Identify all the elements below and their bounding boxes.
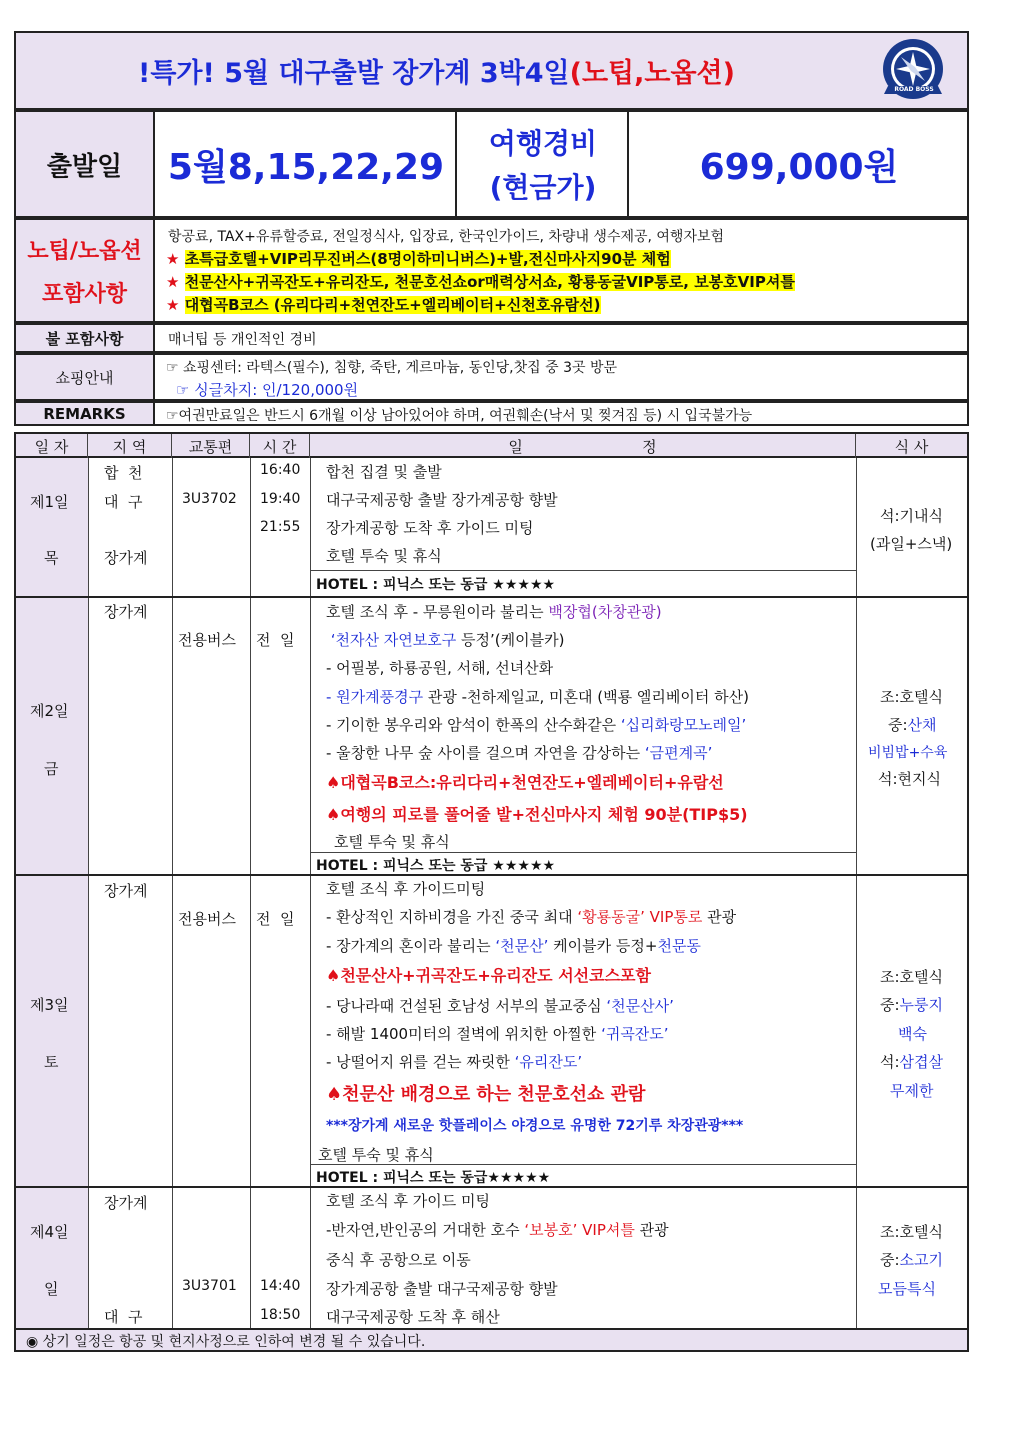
highlight-text: ‘보봉호’ (524, 1221, 578, 1239)
text: 석: (880, 1053, 900, 1071)
day1-line: 호텔 투숙 및 휴식 (326, 547, 442, 565)
highlight-text: ‘천자산 자연보호구 (326, 631, 457, 649)
highlight-text: 삼겹살 (899, 1053, 944, 1071)
day2-line-4 (326, 686, 749, 707)
day3-line-3 (326, 935, 701, 956)
text: - 장가계의 혼이라 불리는 (326, 937, 496, 955)
header-transport: 교통편 (172, 434, 250, 458)
day1-meal: (과일+스낵) (870, 535, 953, 553)
day3-line-8: ♠천문산 배경으로 하는 천문호선쇼 관람 (326, 1084, 646, 1105)
day3-meal-lunch (880, 994, 943, 1015)
day2-weekday: 금 (44, 760, 59, 778)
highlight-text: ‘황룡동굴’ (577, 908, 645, 926)
day3-cell (16, 876, 88, 1186)
text: 중: (888, 716, 908, 734)
hotel-divider (310, 852, 856, 853)
day2-place: 장가계 (104, 603, 148, 621)
header-time: 시 간 (250, 434, 310, 458)
text: - 기이한 봉우리와 암석이 한폭의 산수화같은 (326, 716, 621, 734)
highlight-text: 소고기 (899, 1251, 944, 1269)
day4-time: 18:50 (260, 1307, 301, 1323)
day4-place: 대 구 (104, 1308, 143, 1326)
day4-line-1: 호텔 조식 후 가이드 미팅 (326, 1192, 490, 1210)
day3-line-1: 호텔 조식 후 가이드미팅 (326, 880, 486, 898)
day1-place: 합 천 (104, 464, 143, 482)
included-line-4 (166, 294, 601, 315)
day3-weekday: 토 (44, 1053, 59, 1071)
day3-meal-dinner (880, 1051, 943, 1072)
day2-cell (16, 598, 88, 874)
day3-time: 전 일 (256, 910, 295, 928)
single-charge (176, 379, 358, 400)
text: -반자연,반인공의 거대한 호수 (326, 1221, 525, 1239)
day3-meal-dinner-2: 무제한 (890, 1082, 934, 1100)
day2-line-3: - 어필봉, 하룡공원, 서해, 선녀산화 (326, 659, 554, 677)
day4-meal-breakfast: 조:호텔식 (880, 1223, 944, 1241)
day4-line-2 (326, 1219, 669, 1240)
highlight-text: 천문동 (657, 937, 701, 955)
shopping-label: 쇼핑안내 (16, 355, 155, 399)
hotel-divider (310, 570, 856, 571)
day2-line-5 (326, 714, 746, 735)
excluded-row (14, 323, 969, 353)
day2-meal-dinner: 석:현지식 (878, 770, 942, 788)
shopping-centers: 쇼핑센터: 라텍스(필수), 침향, 죽탄, 게르마늄, 동인당,찻집 중 3곳 방문 (183, 360, 618, 376)
day2-line-1 (326, 601, 662, 622)
column-divider (88, 458, 89, 1328)
day4-line-5: 대구국제공항 도착 후 해산 (326, 1308, 500, 1326)
highlight-text: VIP셔틀 (577, 1221, 635, 1239)
day4-place: 장가계 (104, 1194, 148, 1212)
text: 케이블카 등정+ (548, 937, 658, 955)
day3-hotel: HOTEL : 피닉스 또는 동급★★★★★ (316, 1170, 551, 1186)
day3-line-5 (326, 995, 674, 1016)
day4-label: 제4일 (30, 1223, 69, 1241)
day1-label: 제1일 (30, 493, 69, 511)
day4-time: 14:40 (260, 1278, 301, 1294)
day1-cell (16, 458, 88, 596)
page-title (14, 31, 859, 110)
header-meal: 식 사 (894, 437, 929, 456)
highlight-text: ‘천문산사’ (606, 997, 674, 1015)
highlight-text: ‘유리잔도’ (514, 1053, 583, 1071)
day2-line-7: ♠대협곡B코스:유리다리+천연잔도+엘레베이터+유람선 (326, 773, 724, 792)
day1-weekday: 목 (44, 549, 59, 567)
text: - 당나라때 건설된 호남성 서부의 불교중심 (326, 997, 607, 1015)
day4-flight: 3U3701 (182, 1278, 237, 1294)
price: 699,000원 (699, 146, 899, 188)
star-icon: ★ (166, 273, 180, 291)
day1-place: 장가계 (104, 549, 148, 567)
shopping-text (166, 357, 617, 377)
day1-meal: 석:기내식 (880, 507, 944, 525)
day2-meal-lunch (888, 714, 937, 735)
text: 관광 (702, 908, 737, 926)
title-suffix: (노팁,노옵션) (569, 58, 735, 89)
day2-transport: 전용버스 (178, 631, 236, 649)
day2-time: 전 일 (256, 631, 295, 649)
logo (866, 36, 961, 106)
day4-meal-lunch (880, 1249, 943, 1270)
row-divider (16, 596, 967, 598)
day3-line-4: ♠천문산사+귀곡잔도+유리잔도 서선코스포함 (326, 966, 651, 985)
hand-pointer-icon: ☞ (176, 381, 190, 399)
day1-line: 대구국제공항 출발 장가계공항 향발 (326, 491, 558, 509)
text: 중: (880, 1251, 900, 1269)
column-divider (310, 458, 311, 1328)
column-divider (856, 458, 857, 1328)
excluded-text: 매너팁 등 개인적인 경비 (168, 332, 317, 348)
excluded-label: 불 포함사항 (16, 325, 155, 351)
day4-line-4: 장가계공항 출발 대구국제공항 향발 (326, 1280, 558, 1298)
day1-line: 장가계공항 도착 후 가이드 미팅 (326, 519, 534, 537)
remarks-text: ☞여권만료일은 반드시 6개월 이상 남아있어야 하며, 여권훼손(낙서 및 찢겨짐 등) 시 입국불가능 (166, 408, 753, 424)
header-place: 지 역 (88, 434, 172, 458)
text: 관광 -천하제일교, 미혼대 (백룡 엘리베이터 하산) (423, 688, 749, 706)
text: 관광 (634, 1221, 669, 1239)
departure-dates: 5월8,15,22,29 (157, 112, 457, 216)
day1-place: 대 구 (104, 493, 143, 511)
text: - 울창한 나무 숲 사이를 걸으며 자연을 감상하는 (326, 744, 645, 762)
day3-meal-lunch-2: 백숙 (898, 1025, 927, 1043)
text: 호텔 조식 후 - 무릉원이라 불리는 (326, 603, 549, 621)
day2-meal-lunch-2: 비빔밥+수육 (868, 745, 948, 761)
included-label (16, 220, 155, 321)
day4-cell (16, 1188, 88, 1328)
day3-meal-breakfast: 조:호텔식 (880, 968, 944, 986)
day2-line-9: 호텔 투숙 및 휴식 (334, 833, 450, 851)
highlight-text: - 원가계풍경구 (326, 688, 424, 706)
day4-weekday: 일 (44, 1280, 59, 1298)
highlight-text: 산채 (907, 716, 937, 734)
day1-time: 19:40 (260, 491, 301, 507)
included-line-3 (166, 271, 795, 292)
day2-meal-breakfast: 조:호텔식 (880, 688, 944, 706)
day3-line-9: ***장가계 새로운 핫플레이스 야경으로 유명한 72기루 차장관광*** (326, 1118, 744, 1134)
cost-label-1: 여행경비 (488, 127, 598, 160)
day3-line-10: 호텔 투숙 및 휴식 (318, 1146, 434, 1164)
star-icon: ★ (166, 250, 180, 268)
day3-line-6 (326, 1023, 669, 1044)
compass-logo-icon (866, 36, 961, 106)
title-prefix: !특가! 5월 대구출발 장가계 3박4일 (138, 58, 570, 89)
day4-meal-lunch-2: 모듬특식 (878, 1280, 936, 1298)
day1-hotel: HOTEL : 피닉스 또는 동급 ★★★★★ (316, 577, 556, 593)
text: - 환상적인 지하비경을 가진 중국 최대 (326, 908, 578, 926)
day1-time: 16:40 (260, 462, 301, 478)
day4-line-3: 중식 후 공항으로 이동 (326, 1251, 471, 1269)
day1-flight: 3U3702 (182, 491, 237, 507)
included-line-3-text: 천문산사+귀곡잔도+유리잔도, 천문호선쇼or매력상서쇼, 황룡동굴VIP통로, 보봉호VIP셔틀 (184, 273, 795, 291)
included-line-2 (166, 248, 671, 269)
single-charge-text: 싱글차지: 인/120,000원 (194, 381, 359, 399)
text: - 해발 1400미터의 절벽에 위치한 아찔한 (326, 1025, 602, 1043)
star-icon: ★ (166, 296, 180, 314)
day2-hotel: HOTEL : 피닉스 또는 동급 ★★★★★ (316, 858, 556, 874)
day2-line-6 (326, 742, 712, 763)
highlight-text: ‘금편계곡’ (644, 744, 713, 762)
cost-label (459, 112, 629, 216)
remarks-label: REMARKS (16, 403, 155, 424)
text: - 낭떨어지 위를 걷는 짜릿한 (326, 1053, 515, 1071)
day3-place: 장가계 (104, 882, 148, 900)
included-line-1: 항공료, TAX+유류할증료, 전일정식사, 입장료, 한국인가이드, 차량내 생수제공, 여행자보험 (168, 229, 725, 245)
day3-label: 제3일 (30, 996, 69, 1014)
day1-line: 합천 집결 및 출발 (326, 463, 442, 481)
departure-label: 출발일 (16, 112, 155, 216)
footer-note: ◉ 상기 일정은 항공 및 현지사정으로 인하여 변경 될 수 있습니다. (26, 1334, 426, 1350)
day3-line-7 (326, 1051, 582, 1072)
highlight-text: ‘천문산’ (495, 937, 549, 955)
included-line-4-text: 대협곡B코스 (유리다리+천연잔도+엘리베이터+신천호유람선) (184, 296, 601, 314)
highlight-text: ‘십리화랑모노레일’ (620, 716, 747, 734)
column-divider (250, 458, 251, 1328)
day2-line-8: ♠여행의 피로를 풀어줄 발+전신마사지 체험 90분(TIP$5) (326, 805, 748, 824)
hand-pointer-icon: ☞ (166, 360, 179, 376)
highlight-text: 백장협(차창관광) (548, 603, 662, 621)
column-divider (172, 458, 173, 1328)
logo-ribbon-text: ROAD BOSS (894, 86, 934, 93)
text: 등정’(케이블카) (456, 631, 565, 649)
header-schedule: 일 정 (310, 434, 856, 458)
included-line-2-text: 초특급호텔+VIP리무진버스(8명이하미니버스)+발,전신마사지90분 체험 (184, 250, 671, 268)
hotel-divider (310, 1164, 856, 1165)
day2-label: 제2일 (30, 702, 69, 720)
highlight-text: ‘귀곡잔도’ (601, 1025, 669, 1043)
cost-label-2: (현금가) (489, 171, 597, 204)
highlight-text: 누룽지 (899, 996, 944, 1014)
day1-time: 21:55 (260, 519, 301, 535)
header-day: 일 자 (16, 434, 88, 458)
included-label-1: 노팁/노옵션 (27, 239, 142, 264)
included-label-2: 포함사항 (41, 282, 127, 307)
day3-line-2 (326, 906, 736, 927)
text: 중: (880, 996, 900, 1014)
day3-transport: 전용버스 (178, 910, 236, 928)
day2-line-2 (326, 629, 564, 650)
highlight-text: VIP통로 (644, 908, 703, 926)
